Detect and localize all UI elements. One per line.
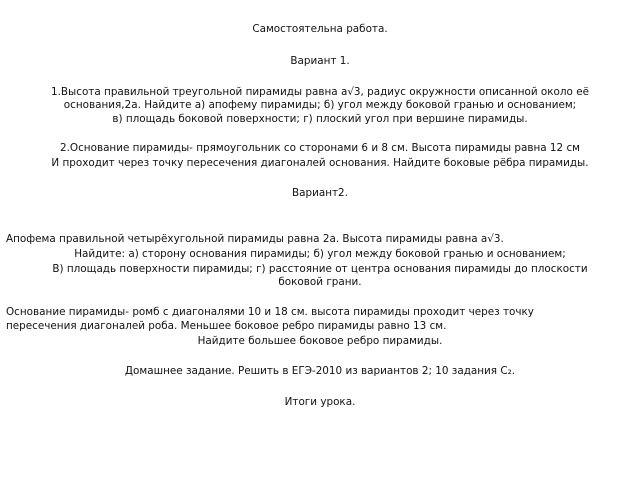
- homework-line: Домашнее задание. Решить в ЕГЭ-2010 из вариантов 2; 10 задания С₂.: [124, 365, 516, 377]
- lesson-summary: Итоги урока.: [284, 396, 356, 408]
- variant1-task2-line1: 2.Основание пирамиды- прямоугольник со сторонами 6 и 8 см. Высота пирамиды равна 12 см: [59, 142, 580, 154]
- variant1-task1-line3: в) площадь боковой поверхности; г) плоский угол при вершине пирамиды.: [112, 113, 528, 125]
- variant1-task2-line2: И проходит через точку пересечения диагоналей основания. Найдите боковые рёбра пирамиды.: [51, 157, 589, 169]
- variant2-task2-line3: Найдите большее боковое ребро пирамиды.: [197, 335, 443, 347]
- variant1-heading: Вариант 1.: [290, 55, 350, 67]
- variant1-task1-line1: 1.Высота правильной треугольной пирамиды равна a√3, радиус окружности описанной около её: [50, 86, 589, 98]
- variant1-task1-line2: основания,2а. Найдите а) апофему пирамиды; б) угол между боковой гранью и основанием;: [63, 99, 577, 111]
- variant2-task1-line4: боковой грани.: [278, 276, 362, 288]
- variant2-task1-line1: Апофема правильной четырёхугольной пирамиды равна 2а. Высота пирамиды равна а√3.: [6, 233, 504, 245]
- variant2-heading: Вариант2.: [292, 187, 348, 199]
- variant2-task1-line2: Найдите: а) сторону основания пирамиды; б) угол между боковой гранью и основанием;: [74, 248, 566, 260]
- variant2-task2-line2: пересечения диагоналей роба. Меньшее боковое ребро пирамиды равно 13 см.: [6, 320, 447, 332]
- variant2-task2-line1: Основание пирамиды- ромб с диагоналями 10 и 18 см. высота пирамиды проходит через точку: [6, 306, 534, 318]
- document-title: Самостоятельна работа.: [252, 23, 388, 35]
- variant2-task1-line3: В) площадь поверхности пирамиды; г) расстояние от центра основания пирамиды до плоскости: [52, 263, 588, 275]
